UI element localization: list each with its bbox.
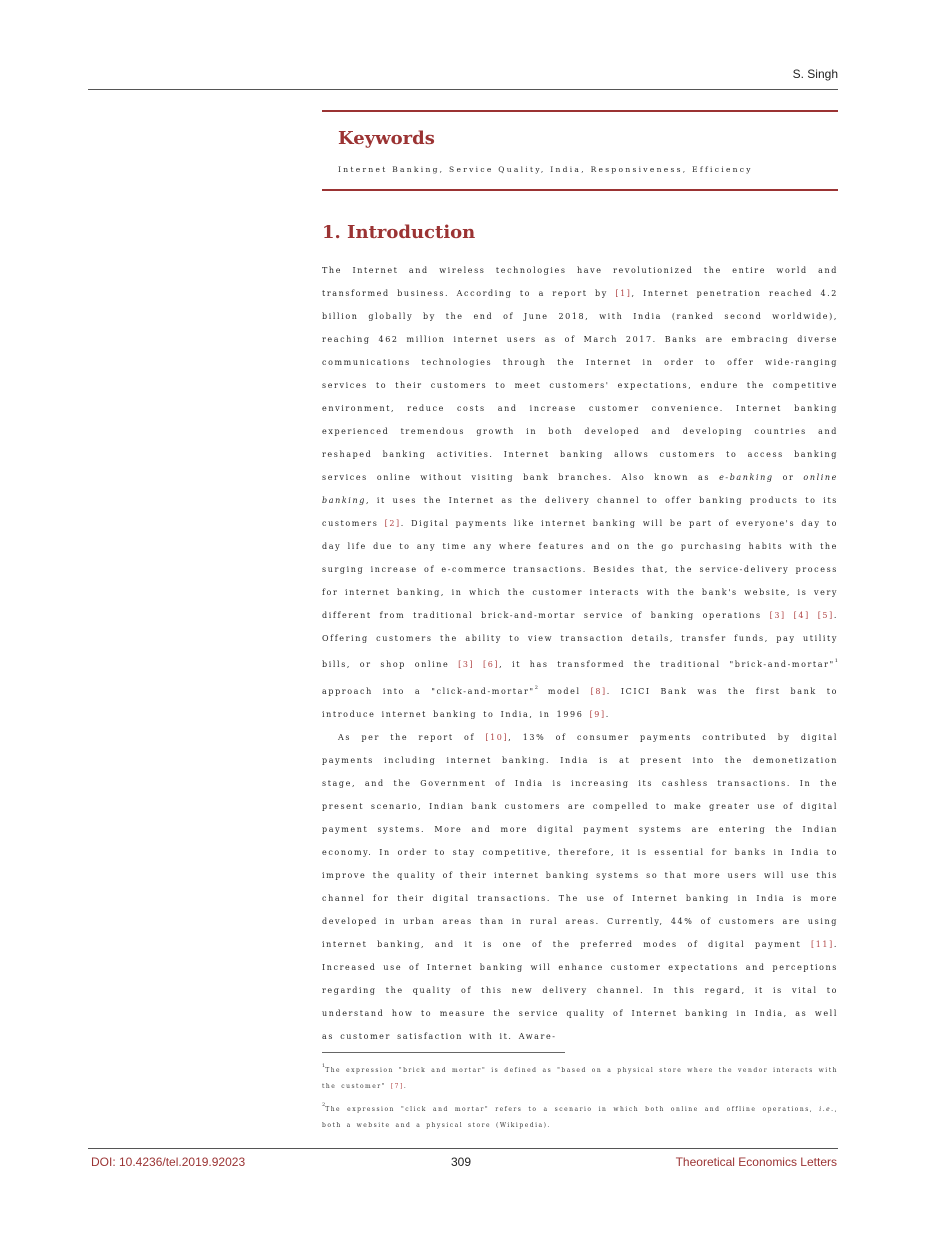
italic-term: e-banking bbox=[719, 472, 774, 482]
text-run: . ICICI Bank was the first bank to introduce internet banking to India, in 1996 bbox=[322, 687, 839, 720]
keywords-box bbox=[322, 110, 838, 191]
keywords-text: Internet Banking, Service Quality, India, Responsiveness, Efficiency bbox=[338, 165, 753, 174]
text-run: , it uses the Internet as the delivery channel to offer banking products to its customers bbox=[322, 495, 838, 528]
paragraph-2 bbox=[322, 727, 838, 1049]
italic-term: i.e. bbox=[819, 1106, 835, 1113]
citation-link[interactable]: [3] [6] bbox=[458, 660, 500, 670]
footnote-marker[interactable]: 2 bbox=[534, 685, 538, 692]
footnotes bbox=[322, 1058, 838, 1136]
footnote-number: 2 bbox=[322, 1102, 326, 1108]
footnote-number: 1 bbox=[322, 1063, 326, 1069]
text-run: approach into a "click-and-mortar" bbox=[322, 687, 535, 697]
citation-link[interactable]: [8] bbox=[590, 687, 607, 697]
italic-term: online banking bbox=[322, 472, 838, 505]
citation-link[interactable]: [1] bbox=[615, 288, 632, 298]
text-run: model bbox=[537, 687, 591, 697]
citation-link[interactable]: [11] bbox=[811, 940, 834, 950]
citation-link[interactable]: [2] bbox=[384, 518, 401, 528]
text-run: , it has transformed the traditional "brick-and-mortar" bbox=[499, 660, 835, 670]
footer-rule bbox=[88, 1148, 838, 1149]
text-run: . Offering customers the ability to view transaction details, transfer funds, pay utility bills, or shop online bbox=[322, 610, 838, 670]
text-run: . Digital payments like internet banking will be part of everyone's day to day life due to any time any where features and on the go purchasing habits with the surging increase of e-commerce transactions. Besides that, the service-delivery process for internet banking, in which the customer interacts with the bank's website, is very different from traditional brick-and-mortar service of banking operations bbox=[322, 518, 839, 620]
footer-doi[interactable]: DOI: 10.4236/tel.2019.92023 bbox=[91, 1155, 246, 1169]
author-name: S. Singh bbox=[792, 67, 838, 81]
footnote-rule bbox=[322, 1052, 565, 1053]
footnote-marker[interactable]: 1 bbox=[834, 658, 838, 665]
text-run: The Internet and wireless technologies have revolutionized the entire world and transformed business. According to a report by bbox=[322, 266, 838, 298]
footnote-text: , both a website and a physical store (Wikipedia). bbox=[322, 1106, 838, 1129]
footnote-1 bbox=[322, 1058, 838, 1095]
text-run: , 13% of consumer payments contributed by digital payments including internet banking. India is at present into the demonetization stage, and the Government of India is increasing its cashless transactions. In the present scenario, Indian bank customers are compelled to make greater use of digital payment systems. More and more digital payment systems are entering the Indian economy. In order to stay competitive, therefore, it is essential for banks in India to improve the quality of their internet banking systems so that more users will use this channel for their digital transactions. The use of Internet banking in India is more developed in urban areas than in rural areas. Currently, 44% of customers are using internet banking, and it is one of the preferred modes of digital payment bbox=[322, 733, 838, 950]
text-run: . Increased use of Internet banking will enhance customer expectations and perceptions regarding the quality of this new delivery channel. In this regard, it is vital to understand how to measure the service quality of Internet banking in India, as well as customer satisfaction with it. Aware- bbox=[322, 940, 838, 1041]
footnote-text: The expression "click and mortar" refers to a scenario in which both online and offline operations, bbox=[325, 1106, 820, 1113]
citation-link[interactable]: [3] [4] [5] bbox=[769, 610, 834, 620]
page-number: 309 bbox=[451, 1155, 472, 1169]
keywords-title: Keywords bbox=[338, 128, 435, 149]
journal-name[interactable]: Theoretical Economics Letters bbox=[675, 1155, 837, 1169]
introduction-body bbox=[322, 260, 838, 1049]
header-rule bbox=[88, 89, 838, 90]
citation-link[interactable]: [9] bbox=[589, 710, 606, 720]
section-title: 1. Introduction bbox=[322, 222, 476, 243]
text-run: As per the report of bbox=[338, 733, 486, 743]
footnote-2 bbox=[322, 1097, 838, 1134]
citation-link[interactable]: [10] bbox=[485, 733, 509, 743]
text-run: , Internet penetration reached 4.2 billion globally by the end of June 2018, with India (ranked second worldwide), reaching 462 million internet users as of March 2017. Banks are embracing diverse communications technologies through the Internet in order to offer wide-ranging services to their customers to meet customers' expectations, endure the competitive environment, reduce costs and increase customer convenience. Internet banking experienced tremendous growth in both developed and developing countries and reshaped banking activities. Internet banking allows customers to access banking services online without visiting bank branches. Also known as bbox=[322, 288, 839, 482]
footnote-text: The expression "brick and mortar" is defined as "based on a physical store where the vendor interacts with the customer" bbox=[322, 1067, 838, 1090]
text-run: . bbox=[605, 710, 610, 720]
citation-link[interactable]: [7] bbox=[390, 1083, 404, 1090]
paragraph-1 bbox=[322, 260, 838, 727]
text-run: or bbox=[773, 472, 804, 482]
footnote-text: . bbox=[403, 1083, 408, 1090]
